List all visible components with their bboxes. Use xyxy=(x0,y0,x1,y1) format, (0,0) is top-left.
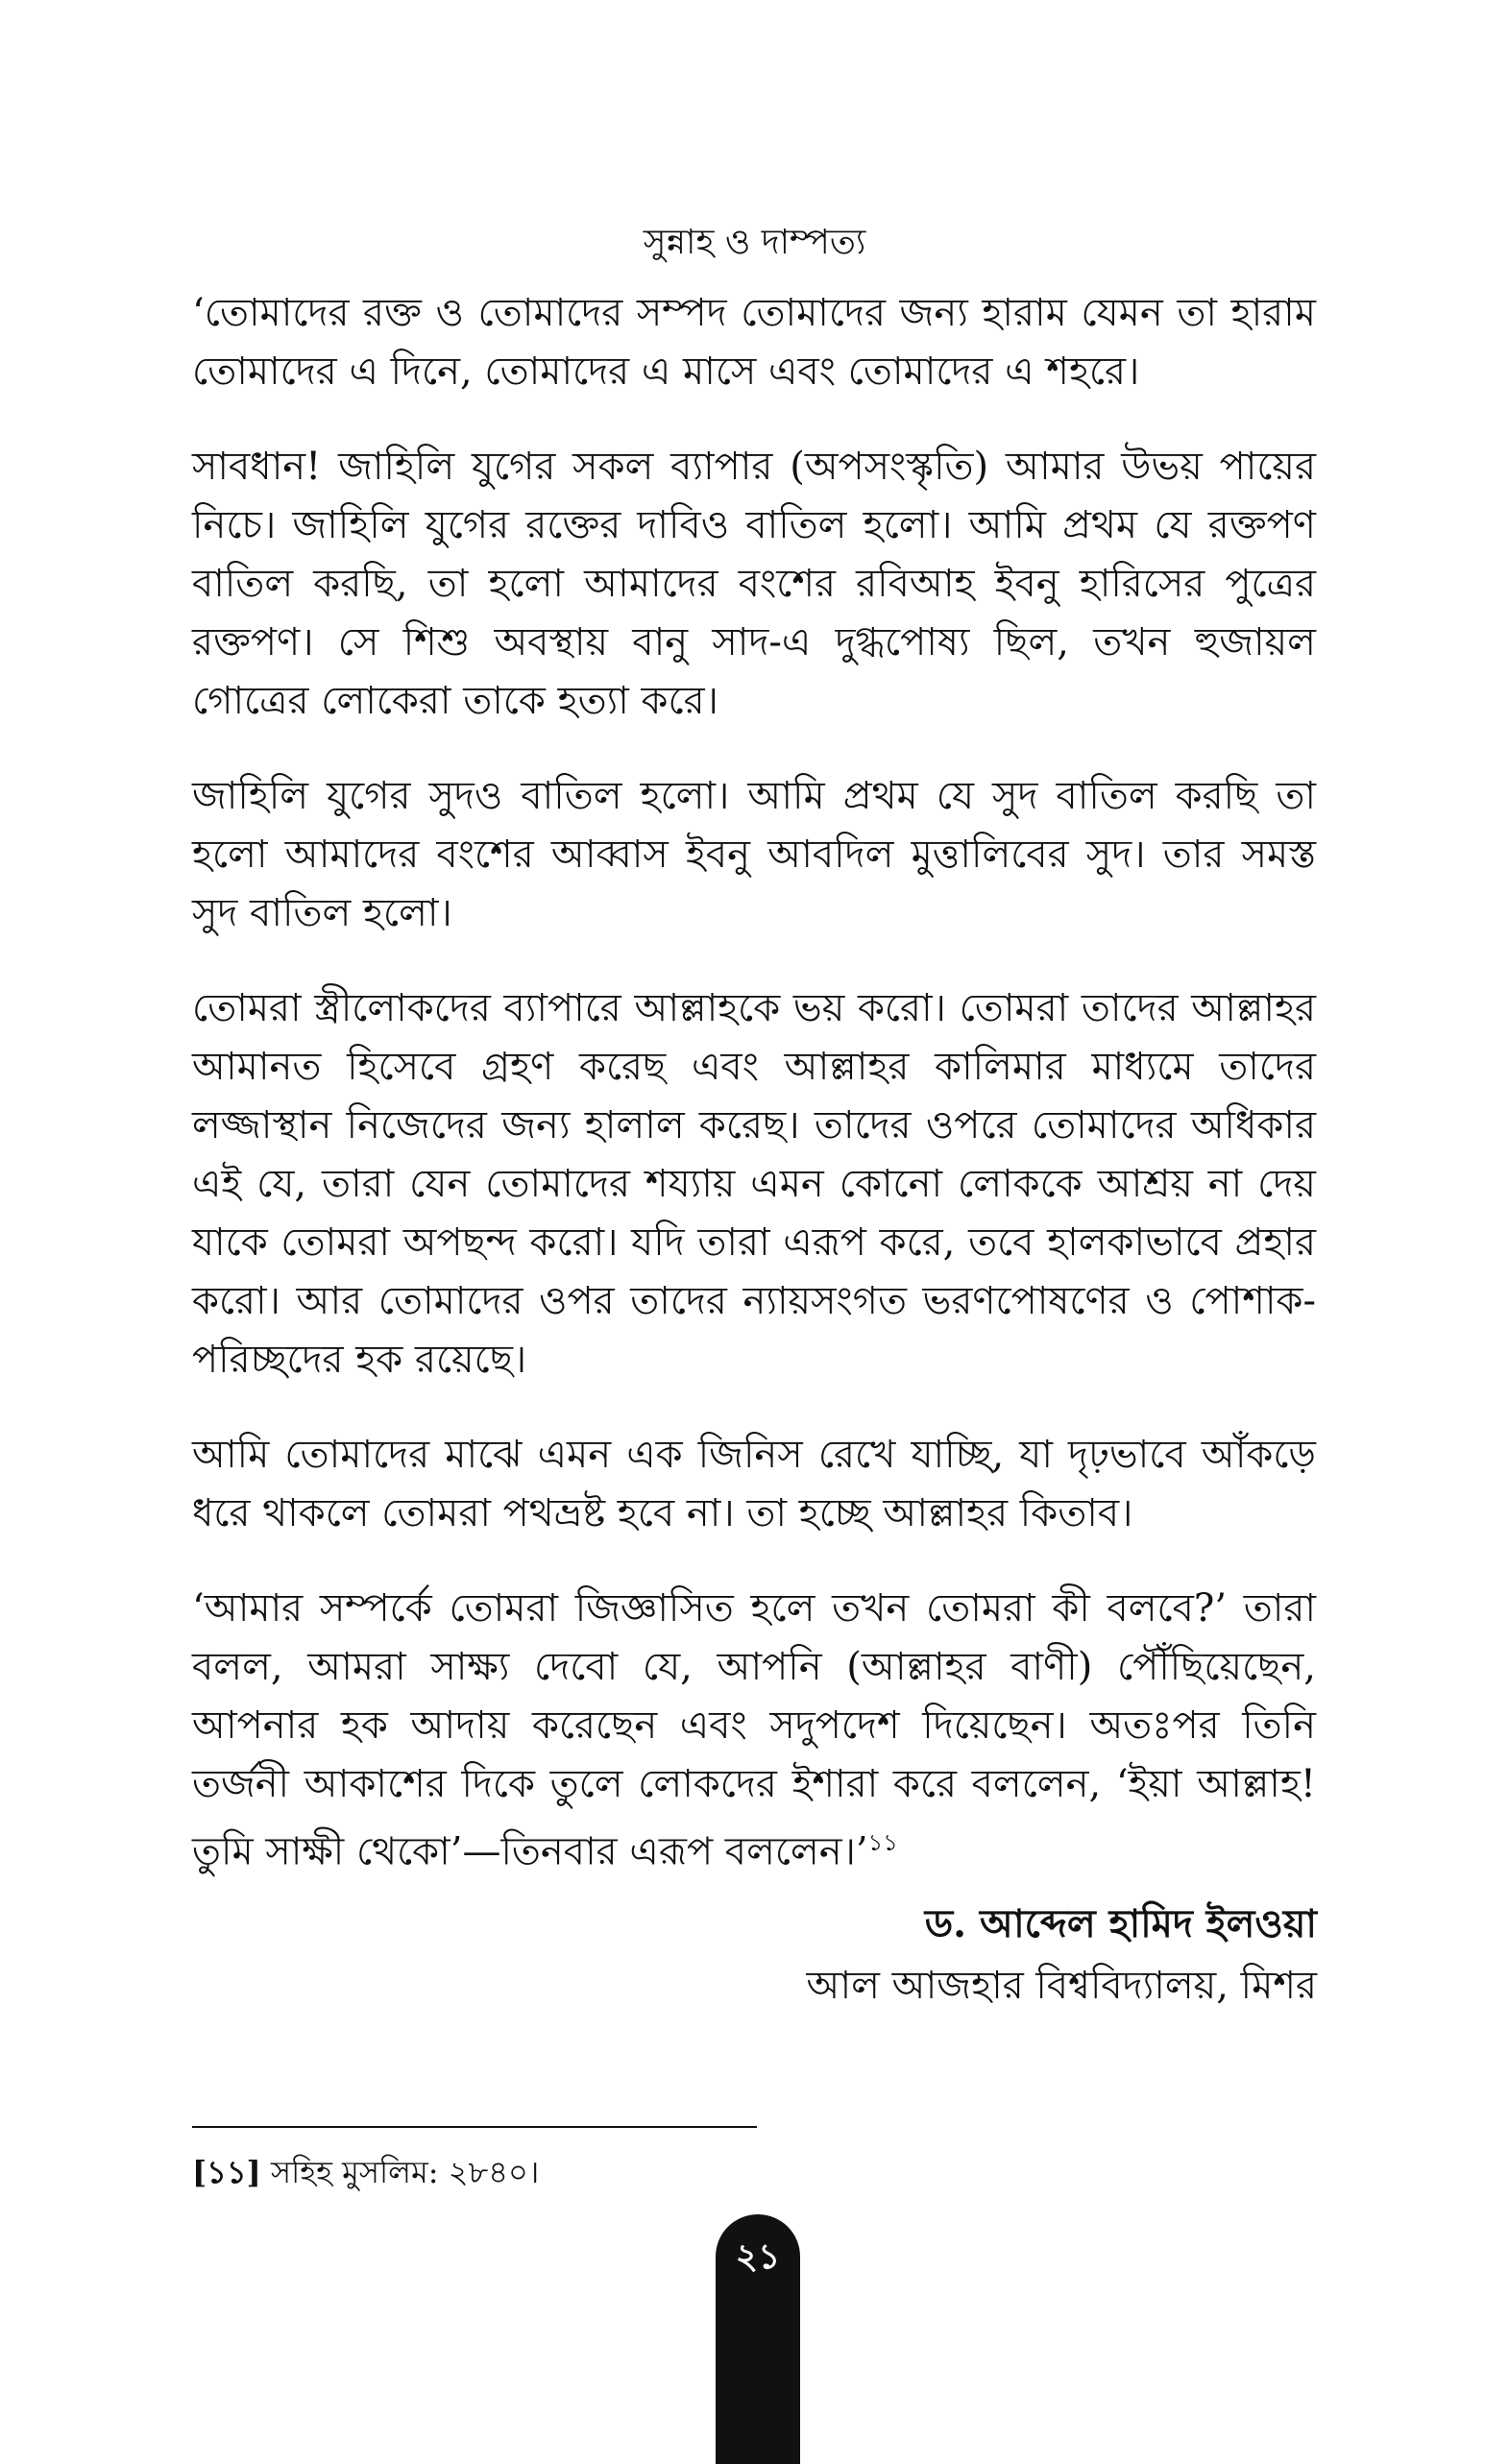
footnote xyxy=(192,2149,1057,2195)
author-name: ড. আব্দেল হামিদ ইলওয়া xyxy=(924,1901,1317,1946)
footnote-divider xyxy=(192,2126,757,2128)
paragraph-6-text: ‘আমার সম্পর্কে তোমরা জিজ্ঞাসিত হলে তখন তোমরা কী বলবে?’ তারা বলল, আমরা সাক্ষ্য দেবো যে, আপনি (আল্লাহর বাণী) পৌঁছিয়েছেন, আপনার হক আদায় করেছেন এবং সদুপদেশ দিয়েছেন। অতঃপর তিনি তর্জনী আকাশের দিকে তুলে লোকদের ইশারা করে বললেন, ‘ইয়া আল্লাহ! তুমি সাক্ষী থেকো’—তিনবার এরূপ বললেন।’ xyxy=(192,1586,1316,1874)
footnote-marker: [১১] xyxy=(192,2154,261,2190)
author-affiliation: আল আজহার বিশ্ববিদ্যালয়, মিশর xyxy=(806,1964,1317,2008)
paragraph-6 xyxy=(192,1580,1316,1881)
footnote-reference: ১১ xyxy=(867,1829,898,1856)
page-number-tab xyxy=(716,2214,800,2464)
main-text xyxy=(192,284,1316,1918)
paragraph-1: ‘তোমাদের রক্ত ও তোমাদের সম্পদ তোমাদের জন্য হারাম যেমন তা হারাম তোমাদের এ দিনে, তোমাদের এ মাসে এবং তোমাদের এ শহরে। xyxy=(192,291,1316,394)
page-number: ২১ xyxy=(735,2236,781,2277)
paragraph-2: সাবধান! জাহিলি যুগের সকল ব্যাপার (অপসংস্কৃতি) আমার উভয় পায়ের নিচে। জাহিলি যুগের রক্তের দাবিও বাতিল হলো। আমি প্রথম যে রক্তপণ বাতিল করছি, তা হলো আমাদের বংশের রবিআহ ইবনু হারিসের পুত্রের রক্তপণ। সে শিশু অবস্থায় বানু সাদ-এ দুগ্ধপোষ্য ছিল, তখন হুজায়ল গোত্রের লোকেরা তাকে হত্যা করে। xyxy=(192,445,1316,723)
paragraph-5: আমি তোমাদের মাঝে এমন এক জিনিস রেখে যাচ্ছি, যা দৃঢ়ভাবে আঁকড়ে ধরে থাকলে তোমরা পথভ্রষ্ট হবে না। তা হচ্ছে আল্লাহর কিতাব। xyxy=(192,1433,1316,1535)
signature-block xyxy=(193,1894,1317,2017)
running-title: সুন্নাহ ও দাম্পত্য xyxy=(643,223,866,262)
paragraph-3: জাহিলি যুগের সুদও বাতিল হলো। আমি প্রথম যে সুদ বাতিল করছি তা হলো আমাদের বংশের আব্বাস ইবনু আবদিল মুত্তালিবের সুদ। তার সমস্ত সুদ বাতিল হলো। xyxy=(192,774,1316,935)
paragraph-4: তোমরা স্ত্রীলোকদের ব্যাপারে আল্লাহকে ভয় করো। তোমরা তাদের আল্লাহর আমানত হিসেবে গ্রহণ করেছ এবং আল্লাহর কালিমার মাধ্যমে তাদের লজ্জাস্থান নিজেদের জন্য হালাল করেছ। তাদের ওপরে তোমাদের অধিকার এই যে, তারা যেন তোমাদের শয্যায় এমন কোনো লোককে আশ্রয় না দেয় যাকে তোমরা অপছন্দ করো। যদি তারা এরূপ করে, তবে হালকাভাবে প্রহার করো। আর তোমাদের ওপর তাদের ন্যায়সংগত ভরণপোষণের ও পোশাক-পরিচ্ছদের হক রয়েছে। xyxy=(192,986,1316,1382)
footnote-text: সহিহ মুসলিম: ২৮৪০। xyxy=(260,2154,540,2190)
